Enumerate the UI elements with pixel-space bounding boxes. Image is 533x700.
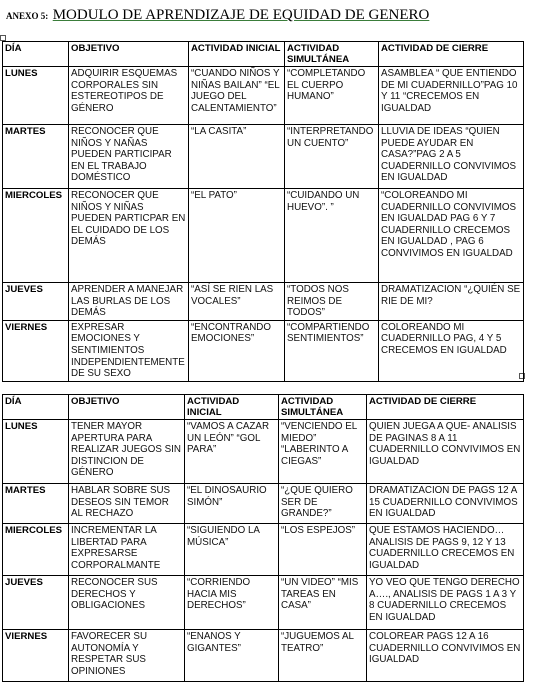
day-cell: LUNES: [3, 67, 69, 125]
header-simultaneous-activity: ACTIVIDAD SIMULTÁNEA: [285, 42, 379, 67]
closing-activity-cell: QUE ESTAMOS HACIENDO… ANALISIS DE PAGS 9, 12 Y 13 CUADERNILLO CRECEMOS EN IGUALDAD: [367, 524, 524, 576]
header-day: DÍA: [3, 395, 69, 420]
objective-cell: FAVORECER SU AUTONOMÍA Y RESPETAR SUS OPINIONES: [69, 630, 185, 682]
initial-activity-cell: “EL DINOSAURIO SIMÓN”: [185, 484, 279, 524]
document-title: [6, 6, 429, 24]
table-row: [3, 283, 524, 321]
initial-activity-cell: “EL PATO”: [189, 189, 285, 283]
initial-activity-cell: “VAMOS A CAZAR UN LEÓN” “GOL PARA”: [185, 420, 279, 484]
objective-cell: INCREMENTAR LA LIBERTAD PARA EXPRESARSE CORPORALMANTE: [69, 524, 185, 576]
annex-label: ANEXO 5:: [6, 11, 49, 21]
header-simultaneous-activity: ACTIVIDAD SIMULTÁNEA: [279, 395, 367, 420]
day-cell: VIERNES: [3, 320, 69, 381]
header-day: DÍA: [3, 42, 69, 67]
header-initial-activity: ACTIVIDAD INICIAL: [189, 42, 285, 67]
objective-cell: TENER MAYOR APERTURA PARA REALIZAR JUEGOS SIN DISTINCION DE GÉNERO: [69, 420, 185, 484]
simultaneous-activity-cell: “LOS ESPEJOS”: [279, 524, 367, 576]
initial-activity-cell: “ENCONTRANDO EMOCIONES”: [189, 320, 285, 381]
objective-cell: RECONOCER QUE NIÑOS Y NAÑAS PUEDEN PARTICIPAR EN EL TRABAJO DOMÉSTICO: [69, 125, 189, 189]
header-objective: OBJETIVO: [69, 42, 189, 67]
objective-cell: RECONOCER SUS DERECHOS Y OBLIGACIONES: [69, 576, 185, 630]
closing-activity-cell: LLUVIA DE IDEAS “QUIEN PUEDE AYUDAR EN CASA?”PAG 2 A 5 CUADERNILLO CONVIVIMOS EN IGUALDAD: [379, 125, 524, 189]
header-closing-activity: ACTIVIDAD DE CIERRE: [367, 395, 524, 420]
table-row: [3, 125, 524, 189]
objective-cell: ADQUIRIR ESQUEMAS CORPORALES SIN ESTEREOTIPOS DE GÉNERO: [69, 67, 189, 125]
simultaneous-activity-cell: “INTERPRETANDO UN CUENTO”: [285, 125, 379, 189]
day-cell: MIERCOLES: [3, 524, 69, 576]
initial-activity-cell: “ENANOS Y GIGANTES”: [185, 630, 279, 682]
closing-activity-cell: DRAMATIZACION “¿QUIÉN SE RIE DE MI?: [379, 283, 524, 321]
simultaneous-activity-cell: “COMPARTIENDO SENTIMIENTOS”: [285, 320, 379, 381]
table-row: [3, 576, 524, 630]
simultaneous-activity-cell: “JUGUEMOS AL TEATRO”: [279, 630, 367, 682]
day-cell: LUNES: [3, 420, 69, 484]
objective-cell: RECONOCER QUE NIÑOS Y NIÑAS PUEDEN PARTICPAR EN EL CUIDADO DE LOS DEMÁS: [69, 189, 189, 283]
table-row: [3, 484, 524, 524]
header-closing-activity: ACTIVIDAD DE CIERRE: [379, 42, 524, 67]
table-header-row: [3, 395, 524, 420]
closing-activity-cell: YO VEO QUE TENGO DERECHO A…., ANALISIS DE PAGS 1 A 3 Y 8 CUADERNILLO CRECEMOS EN IGUALDAD: [367, 576, 524, 630]
objective-cell: EXPRESAR EMOCIONES Y SENTIMIENTOS INDEPENDIENTEMENTE DE SU SEXO: [69, 320, 189, 381]
initial-activity-cell: “ASÍ SE RIEN LAS VOCALES”: [189, 283, 285, 321]
simultaneous-activity-cell: “CUIDANDO UN HUEVO”. ”: [285, 189, 379, 283]
day-cell: VIERNES: [3, 630, 69, 682]
initial-activity-cell: “LA CASITA”: [189, 125, 285, 189]
module-title: MODULO DE APRENDIZAJE DE EQUIDAD DE GENERO: [52, 7, 430, 23]
table-row: [3, 524, 524, 576]
table-row: [3, 320, 524, 381]
objective-cell: HABLAR SOBRE SUS DESEOS SIN TEMOR AL RECHAZO: [69, 484, 185, 524]
header-objective: OBJETIVO: [69, 395, 185, 420]
day-cell: JUEVES: [3, 283, 69, 321]
objective-cell: APRENDER A MANEJAR LAS BURLAS DE LOS DEMÁS: [69, 283, 189, 321]
initial-activity-cell: “SIGUIENDO LA MÚSICA”: [185, 524, 279, 576]
initial-activity-cell: “CORRIENDO HACIA MIS DERECHOS”: [185, 576, 279, 630]
closing-activity-cell: DRAMATIZACION DE PAGS 12 A 15 CUADERNILLO CONVIVIMOS EN IGUALDAD: [367, 484, 524, 524]
day-cell: JUEVES: [3, 576, 69, 630]
closing-activity-cell: COLOREANDO MI CUADERNILLO PAG, 4 Y 5 CRECEMOS EN IGUALDAD: [379, 320, 524, 381]
simultaneous-activity-cell: “UN VIDEO” “MIS TAREAS EN CASA”: [279, 576, 367, 630]
table-row: [3, 67, 524, 125]
simultaneous-activity-cell: “¿QUE QUIERO SER DE GRANDE?”: [279, 484, 367, 524]
simultaneous-activity-cell: “TODOS NOS REIMOS DE TODOS”: [285, 283, 379, 321]
table-row: [3, 630, 524, 682]
closing-activity-cell: COLOREAR PAGS 12 A 16 CUADERNILLO CONVIVIMOS EN IGUALDAD: [367, 630, 524, 682]
day-cell: MIERCOLES: [3, 189, 69, 283]
table-row: [3, 420, 524, 484]
simultaneous-activity-cell: “COMPLETANDO EL CUERPO HUMANO”: [285, 67, 379, 125]
header-initial-activity: ACTIVIDAD INICIAL: [185, 395, 279, 420]
schedule-table-week-2: [2, 394, 524, 682]
day-cell: MARTES: [3, 484, 69, 524]
closing-activity-cell: ASAMBLEA “ QUE ENTIENDO DE MI CUADERNILLO”PAG 10 Y 11 “CRECEMOS EN IGUALDAD: [379, 67, 524, 125]
initial-activity-cell: “CUANDO NIÑOS Y NIÑAS BAILAN” “EL JUEGO DEL CALENTAMIENTO”: [189, 67, 285, 125]
simultaneous-activity-cell: “VENCIENDO EL MIEDO” “LABERINTO A CIEGAS”: [279, 420, 367, 484]
table-row: [3, 189, 524, 283]
closing-activity-cell: “COLOREANDO MI CUADERNILLO CONVIVIMOS EN IGUALDAD PAG 6 Y 7 CUADERNILLO CRECEMOS EN IGUALDAD , PAG 6 CONVIVIMOS EN IGUALDAD: [379, 189, 524, 283]
closing-activity-cell: QUIEN JUEGA A QUE- ANALISIS DE PAGINAS 8 A 11 CUADERNILLO CONVIVIMOS EN IGUALDAD: [367, 420, 524, 484]
schedule-table-week-1: [2, 41, 524, 382]
day-cell: MARTES: [3, 125, 69, 189]
table-header-row: [3, 42, 524, 67]
